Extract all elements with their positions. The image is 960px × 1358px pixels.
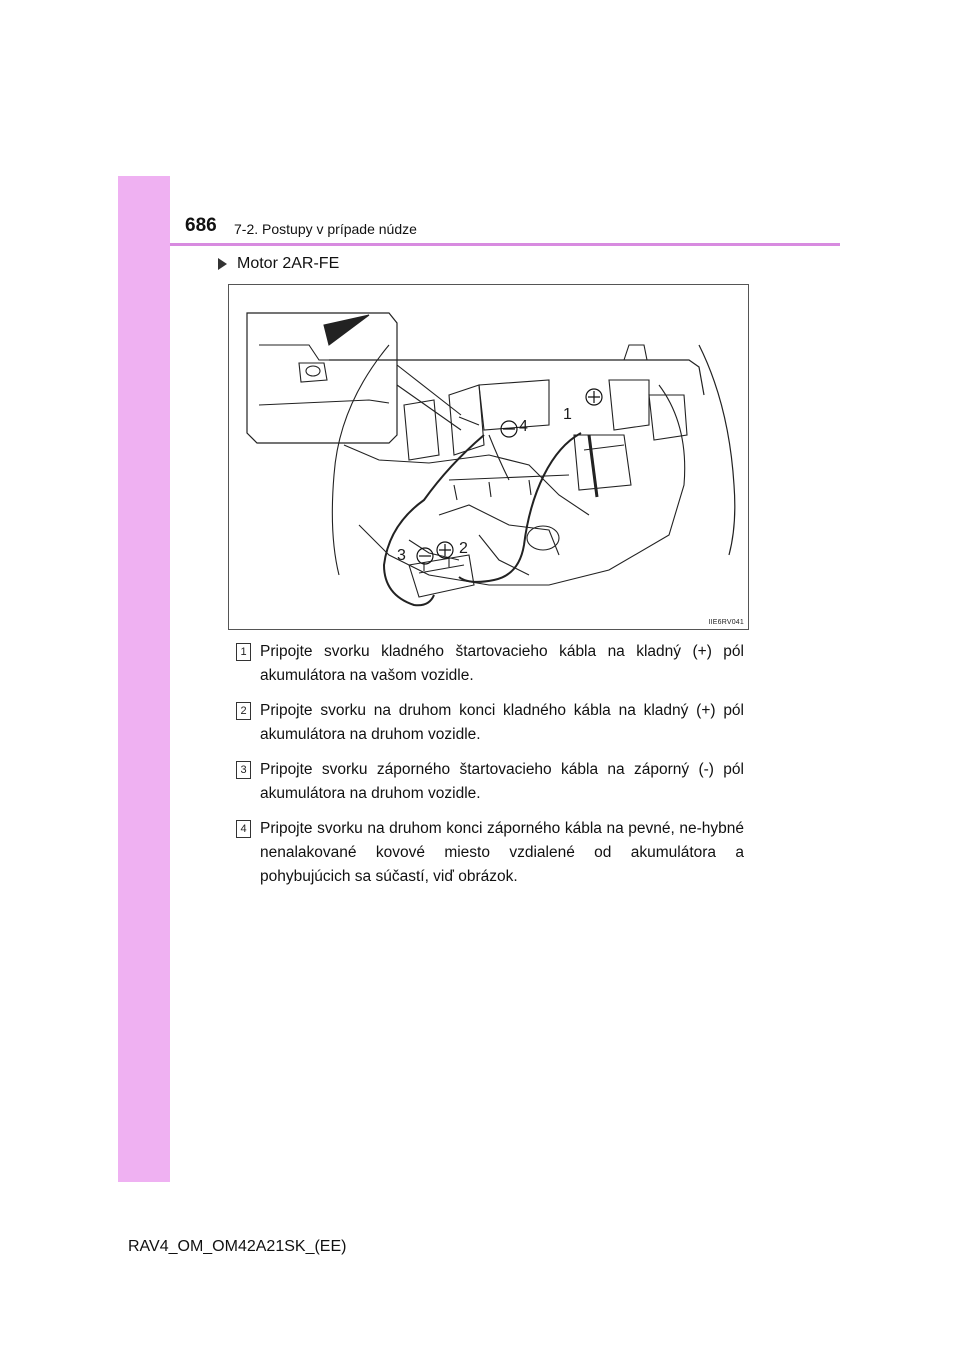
engine-illustration — [228, 284, 749, 630]
page-number: 686 — [185, 215, 217, 236]
callout-label: 1 — [563, 406, 572, 423]
step-item — [236, 699, 744, 747]
callout-label: 4 — [519, 418, 528, 435]
figure-code: IIE6RV041 — [708, 619, 744, 626]
section-title: 7-2. Postupy v prípade núdze — [234, 221, 417, 237]
step-item — [236, 640, 744, 688]
step-list — [236, 640, 744, 900]
triangle-bullet-icon — [218, 258, 227, 270]
step-text: Pripojte svorku kladného štartovacieho kábla na kladný (+) pól akumulátora na vašom vozidle. — [260, 643, 744, 684]
step-number-badge: 2 — [236, 702, 251, 720]
step-item — [236, 817, 744, 889]
step-number-badge: 4 — [236, 820, 251, 838]
step-number-badge: 3 — [236, 761, 251, 779]
subheading-text: Motor 2AR-FE — [237, 255, 340, 272]
header-divider — [170, 243, 840, 246]
callout-symbols — [229, 285, 748, 629]
subheading — [218, 255, 339, 273]
footer-doc-code: RAV4_OM_OM42A21SK_(EE) — [128, 1238, 347, 1255]
callout-label: 3 — [397, 547, 406, 564]
step-number-badge: 1 — [236, 643, 251, 661]
step-text: Pripojte svorku na druhom konci kladného kábla na kladný (+) pól akumulátora na druhom vozidle. — [260, 702, 744, 743]
side-band — [118, 176, 170, 1182]
callout-label: 2 — [459, 540, 468, 557]
step-text: Pripojte svorku záporného štartovacieho kábla na záporný (-) pól akumulátora na druhom vozidle. — [260, 761, 744, 802]
step-text: Pripojte svorku na druhom konci záporného kábla na pevné, ne-hybné nenalakované kovové miesto vzdialené od akumulátora a pohybujúcich sa súčastí, viď obrázok. — [260, 820, 744, 885]
step-item — [236, 758, 744, 806]
